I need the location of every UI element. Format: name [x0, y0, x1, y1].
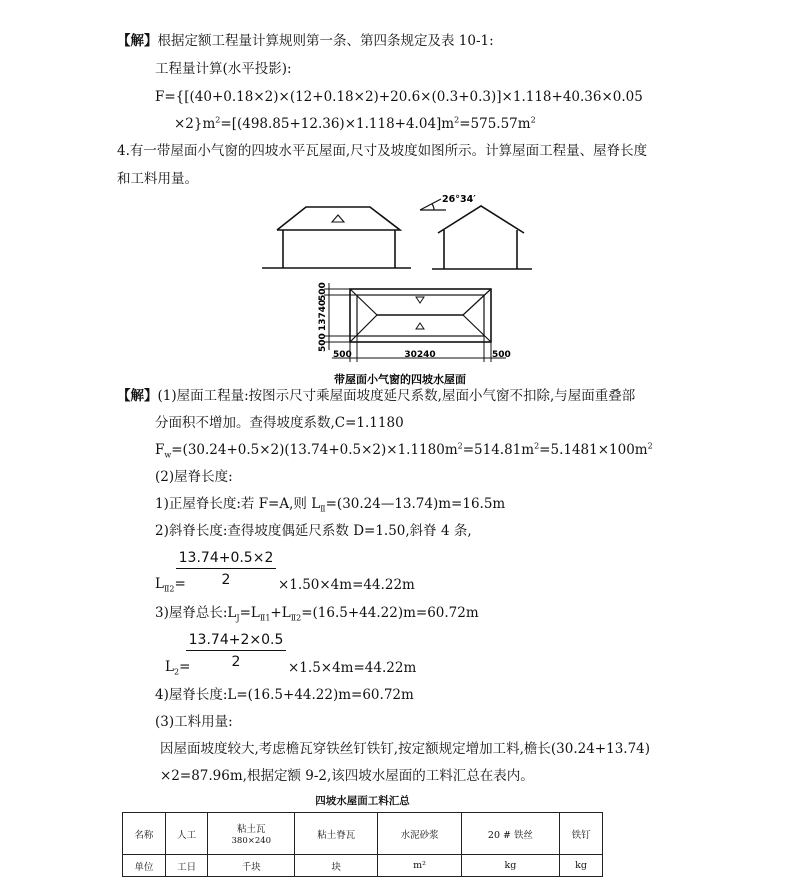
figure-caption: 带屋面小气窗的四坡水屋面 — [334, 373, 466, 386]
dim-30240: 30240 — [404, 350, 436, 360]
table-cell: 单位 — [123, 855, 166, 877]
fraction-2-lhs: $L_2=$ — [165, 659, 191, 677]
solution-label: 【解】 — [117, 33, 158, 49]
fraction-2 — [186, 632, 286, 670]
problem-4-line-2: 和工料用量。 — [117, 171, 198, 187]
solution-2-line-1: 【解】(1)屋面工程量:按图示尺寸乘屋面坡度延尺系数,屋面小气窗不扣除,与屋面重叠部 — [117, 388, 636, 404]
materials-line-2: ×2=87.96m,根据定额 9-2,该四坡水屋面的工料汇总在表内。 — [160, 768, 534, 784]
fraction-2-bar — [186, 650, 286, 651]
table-header-cell: 20 # 铁丝 — [461, 813, 559, 855]
slope-angle-label: 26°34′ — [442, 194, 476, 205]
formula-line-2: $\times 2\}m^2=[(498.85+12.36)\times 1.118+4.04]m^2=575.57m^2$ — [174, 115, 536, 132]
fraction-1-lhs: $L_{Ⅱ2}=$ — [155, 576, 186, 594]
table-header-cell: 粘土脊瓦 — [295, 813, 378, 855]
ridge-line-3: 3)屋脊总长$:L_J=L_{Ⅱ1}+L_{Ⅱ2}=(16.5+44.22)m=60.72m$ — [155, 605, 479, 623]
dim-500-top: 500 — [318, 282, 328, 301]
side-elevation — [432, 206, 532, 269]
table-header-cell: 粘土瓦 380×240 — [208, 813, 295, 855]
dim-500-bottom: 500 — [318, 333, 328, 352]
fraction-1-numerator: 13.74+0.5×2 — [178, 550, 274, 566]
fraction-2-denominator: 2 — [231, 654, 241, 670]
table-caption: 四坡水屋面工料汇总 — [315, 795, 410, 807]
fraction-1-denominator: 2 — [221, 572, 231, 588]
fraction-1-bar — [176, 568, 276, 569]
materials-line-1: 因屋面坡度较大,考虑檐瓦穿铁丝钉铁钉,按定额规定增加工料,檐长(30.24+13.74) — [160, 741, 651, 757]
table-cell: m² — [378, 855, 461, 877]
ridge-line-4: 4)屋脊长度:L=(16.5+44.22)m=60.72m — [155, 687, 414, 703]
fraction-1 — [176, 550, 276, 588]
formula-line-1: F={[(40+0.18×2)×(12+0.18×2)+20.6×(0.3+0.3)]×1.118+40.36×0.05 — [155, 89, 643, 105]
table-header-cell: 水泥砂浆 — [378, 813, 461, 855]
table-row — [123, 855, 603, 877]
fraction-1-rhs: ×1.50×4m=44.22m — [278, 577, 415, 593]
problem-4-line-1: 4.有一带屋面小气窗的四坡水平瓦屋面,尺寸及坡度如图所示。计算屋面工程量、屋脊长度 — [117, 143, 648, 159]
fraction-2-numerator: 13.74+2×0.5 — [188, 632, 284, 648]
plan-view — [350, 289, 491, 342]
table-header-row — [123, 813, 603, 855]
table-cell: 工日 — [165, 855, 208, 877]
table-cell: kg — [461, 855, 559, 877]
table-cell: kg — [560, 855, 603, 877]
solution-label: 【解】 — [117, 388, 158, 404]
solution-2-line-2: 分面积不增加。查得坡度系数,C=1.1180 — [155, 415, 404, 431]
front-elevation — [262, 207, 411, 268]
section-2-title: (2)屋脊长度: — [155, 469, 233, 485]
dim-500-left: 500 — [333, 350, 352, 360]
table-header-cell: 名称 — [123, 813, 166, 855]
dim-13740: 13740 — [318, 299, 328, 331]
table-header-cell: 铁钉 — [560, 813, 603, 855]
table-header-cell: 人工 — [165, 813, 208, 855]
calc-title: 工程量计算(水平投影): — [155, 61, 292, 77]
fw-formula: $F_w=(30.24+0.5\times 2)(13.74+0.5\times 2)\times 1.1180m^2=514.81m^2=5.1481\times 100m^2$ — [155, 441, 653, 460]
ridge-line-1: 1)正屋脊长度:若 F=A,则 $L_Ⅱ=(30.24—13.74)m=16.5m$ — [155, 496, 506, 514]
materials-table — [122, 812, 603, 877]
table-cell: 块 — [295, 855, 378, 877]
table-cell: 千块 — [208, 855, 295, 877]
fraction-2-rhs: ×1.5×4m=44.22m — [288, 660, 417, 676]
section-3-title: (3)工料用量: — [155, 714, 233, 730]
ridge-line-2: 2)斜脊长度:查得坡度偶延尺系数 D=1.50,斜脊 4 条, — [155, 523, 472, 539]
solution-text: 根据定额工程量计算规则第一条、第四条规定及表 10-1: — [157, 33, 494, 49]
dim-500-right: 500 — [492, 350, 511, 360]
